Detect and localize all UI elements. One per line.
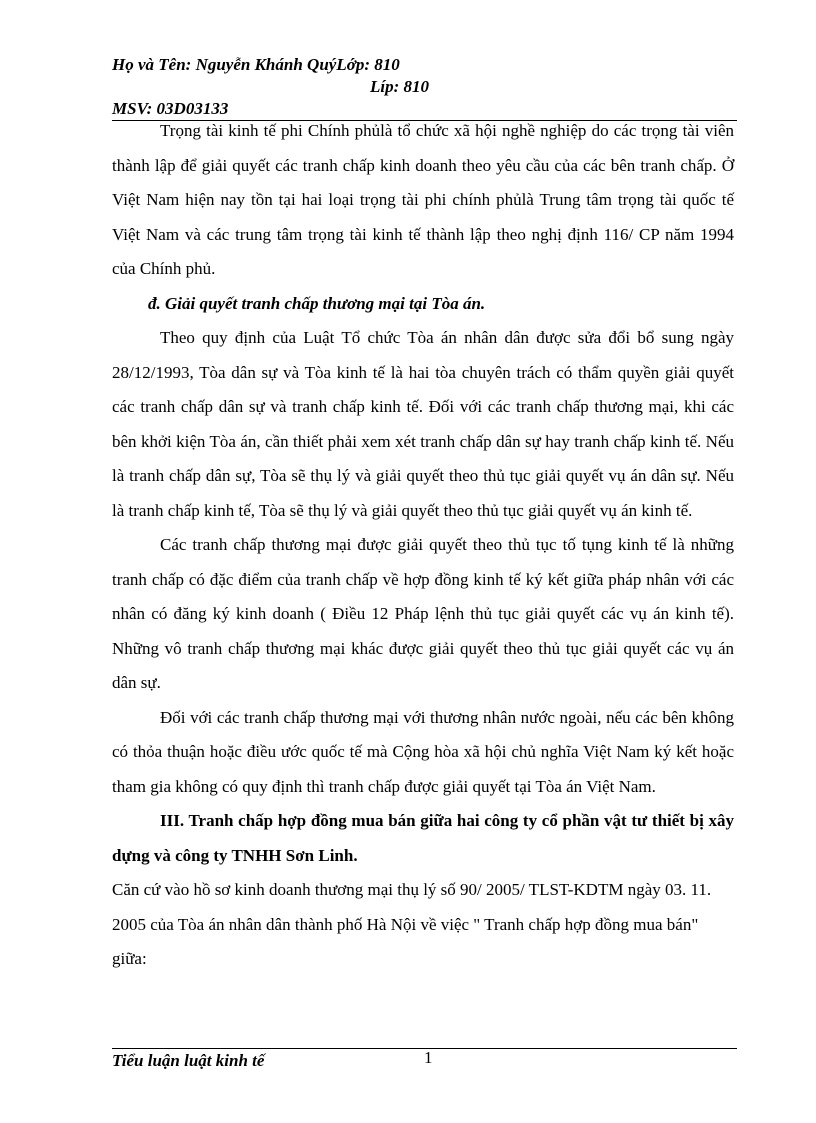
document-body [112, 114, 734, 977]
page-number: 1 [424, 1048, 433, 1067]
paragraph-case-file: Căn cứ vào hồ sơ kinh doanh thương mại thụ lý số 90/ 2005/ TLST-KDTM ngày 03. 11. 2005 của Tòa án nhân dân thành phố Hà Nội về việc " Tranh chấp hợp đồng mua bán" giữa: [112, 880, 712, 968]
header-class: Líp: 810 [370, 77, 430, 96]
header-name-class: Họ và Tên: Nguyễn Khánh QuýLớp: 810 [112, 55, 400, 74]
paragraph-arbitration: Trọng tài kinh tế phi Chính phủlà tổ chức xã hội nghề nghiệp do các trọng tài viên thành lập để giải quyết các tranh chấp kinh doanh theo yêu cầu của các bên tranh chấp. Ở Việt Nam hiện nay tồn tại hai loại trọng tài phi chính phủlà Trung tâm trọng tài quốc tế Việt Nam và các trung tâm trọng tài kinh tế thành lập theo nghị định 116/ CP năm 1994 của Chính phủ. [112, 121, 734, 278]
section-heading-iii: III. Tranh chấp hợp đồng mua bán giữa hai công ty cổ phần vật tư thiết bị xây dựng và công ty TNHH Sơn Linh. [112, 811, 734, 865]
section-heading-court: đ. Giải quyết tranh chấp thương mại tại Tòa án. [148, 293, 486, 313]
paragraph-economic-procedure: Các tranh chấp thương mại được giải quyết theo thủ tục tố tụng kinh tế là những tranh chấp có đặc điểm của tranh chấp về hợp đồng kinh tế ký kết giữa pháp nhân với các nhân có đăng ký kinh doanh ( Điều 12 Pháp lệnh thủ tục giải quyết các vụ án kinh tế). Những vô tranh chấp thương mại khác được giải quyết theo thủ tục giải quyết các vụ án dân sự. [112, 535, 734, 692]
footer-title: Tiểu luận luật kinh tế [112, 1051, 265, 1070]
paragraph-court-law: Theo quy định của Luật Tổ chức Tòa án nhân dân được sửa đổi bổ sung ngày 28/12/1993, Tòa dân sự và Tòa kinh tế là hai tòa chuyên trách có thẩm quyền giải quyết các tranh chấp dân sự và tranh chấp kinh tế. Đối với các tranh chấp thương mại, khi các bên khởi kiện Tòa án, cần thiết phải xem xét tranh chấp dân sự hay tranh chấp kinh tế. Nếu là tranh chấp dân sự, Tòa sẽ thụ lý và giải quyết theo thủ tục giải quyết vụ án dân sự. Nếu là tranh chấp kinh tế, Tòa sẽ thụ lý và giải quyết theo thủ tục giải quyết vụ án kinh tế. [112, 328, 734, 520]
header-student-id: MSV: 03D03133 [112, 99, 229, 118]
paragraph-foreign-traders: Đối với các tranh chấp thương mại với thương nhân nước ngoài, nếu các bên không có thỏa thuận hoặc điều ước quốc tế mà Cộng hòa xã hội chủ nghĩa Việt Nam ký kết hoặc tham gia không có quy định thì tranh chấp được giải quyết tại Tòa án Việt Nam. [112, 707, 734, 796]
